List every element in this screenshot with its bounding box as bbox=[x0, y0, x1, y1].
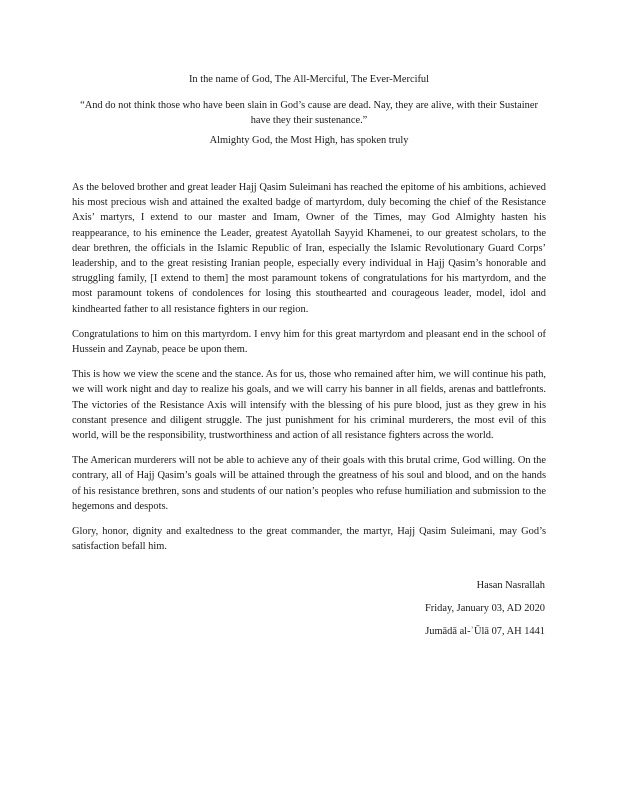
quran-verse: “And do not think those who have been slain in God’s cause are dead. Nay, they are alive, with their Sustainer have they their sustenance.” bbox=[80, 100, 538, 126]
paragraph-continue-path: This is how we view the scene and the stance. As for us, those who remained after him, we will continue his path, we will work night and day to realize his goals, and we will carry his banner in all fields, arenas and battlefronts. The victories of the Resistance Axis will intensify with the blessing of his pure blood, just as they grew in his constant presence and diligent struggle. The just punishment for his criminal murderers, the most evil of this world, will be the responsibility, trustworthiness and action of all resistance fighters across the world. bbox=[72, 369, 546, 442]
letter-body bbox=[72, 180, 546, 564]
signature-name: Hasan Nasrallah bbox=[476, 580, 545, 591]
signature-date-hijri: Jumādā al-ʾŪlā 07, AH 1441 bbox=[425, 626, 545, 637]
paragraph-glory: Glory, honor, dignity and exaltedness to the great commander, the martyr, Hajj Qasim Suleimani, may God’s satisfaction befall him. bbox=[72, 526, 546, 553]
paragraph-american-murderers: The American murderers will not be able to achieve any of their goals with this brutal crime, God willing. On the contrary, all of Hajj Qasim’s goals will be attained through the greatness of his soul and blood, and on the hands of his resistance brethren, sons and students of our nation’s peoples who refuse humiliation and submission to the hegemons and despots. bbox=[72, 455, 546, 512]
paragraph-congratulations: Congratulations to him on this martyrdom. I envy him for this great martyrdom and pleasant end in the school of Hussein and Zaynab, peace be upon them. bbox=[72, 328, 546, 356]
verse-attribution: Almighty God, the Most High, has spoken truly bbox=[209, 135, 409, 146]
signature-date-gregorian: Friday, January 03, AD 2020 bbox=[425, 603, 545, 614]
basmala-line: In the name of God, The All-Merciful, The Ever-Merciful bbox=[188, 74, 430, 85]
paragraph-condolences: As the beloved brother and great leader Hajj Qasim Suleimani has reached the epitome of his ambitions, achieved his most precious wish and attained the exalted badge of martyrdom, duly becoming the chief of the Resistance Axis’ martyrs, I extend to our master and Imam, Owner of the Times, may God Almighty hasten his reappearance, to his eminence the Leader, greatest Ayatollah Sayyid Khamenei, to our greatest scholars, to the dear brethren, the officials in the Islamic Republic of Iran, especially the Islamic Revolutionary Guard Corps’ leadership, and to the great resisting Iranian people, especially every individual in Hajj Qasim’s honorable and struggling family, [I extend to them] the most paramount tokens of congratulations for his martyrdom, and the most paramount tokens of condolences for losing this stouthearted and courageous leader, model, idol and kindhearted father to all resistance fighters in our region. bbox=[72, 182, 546, 315]
